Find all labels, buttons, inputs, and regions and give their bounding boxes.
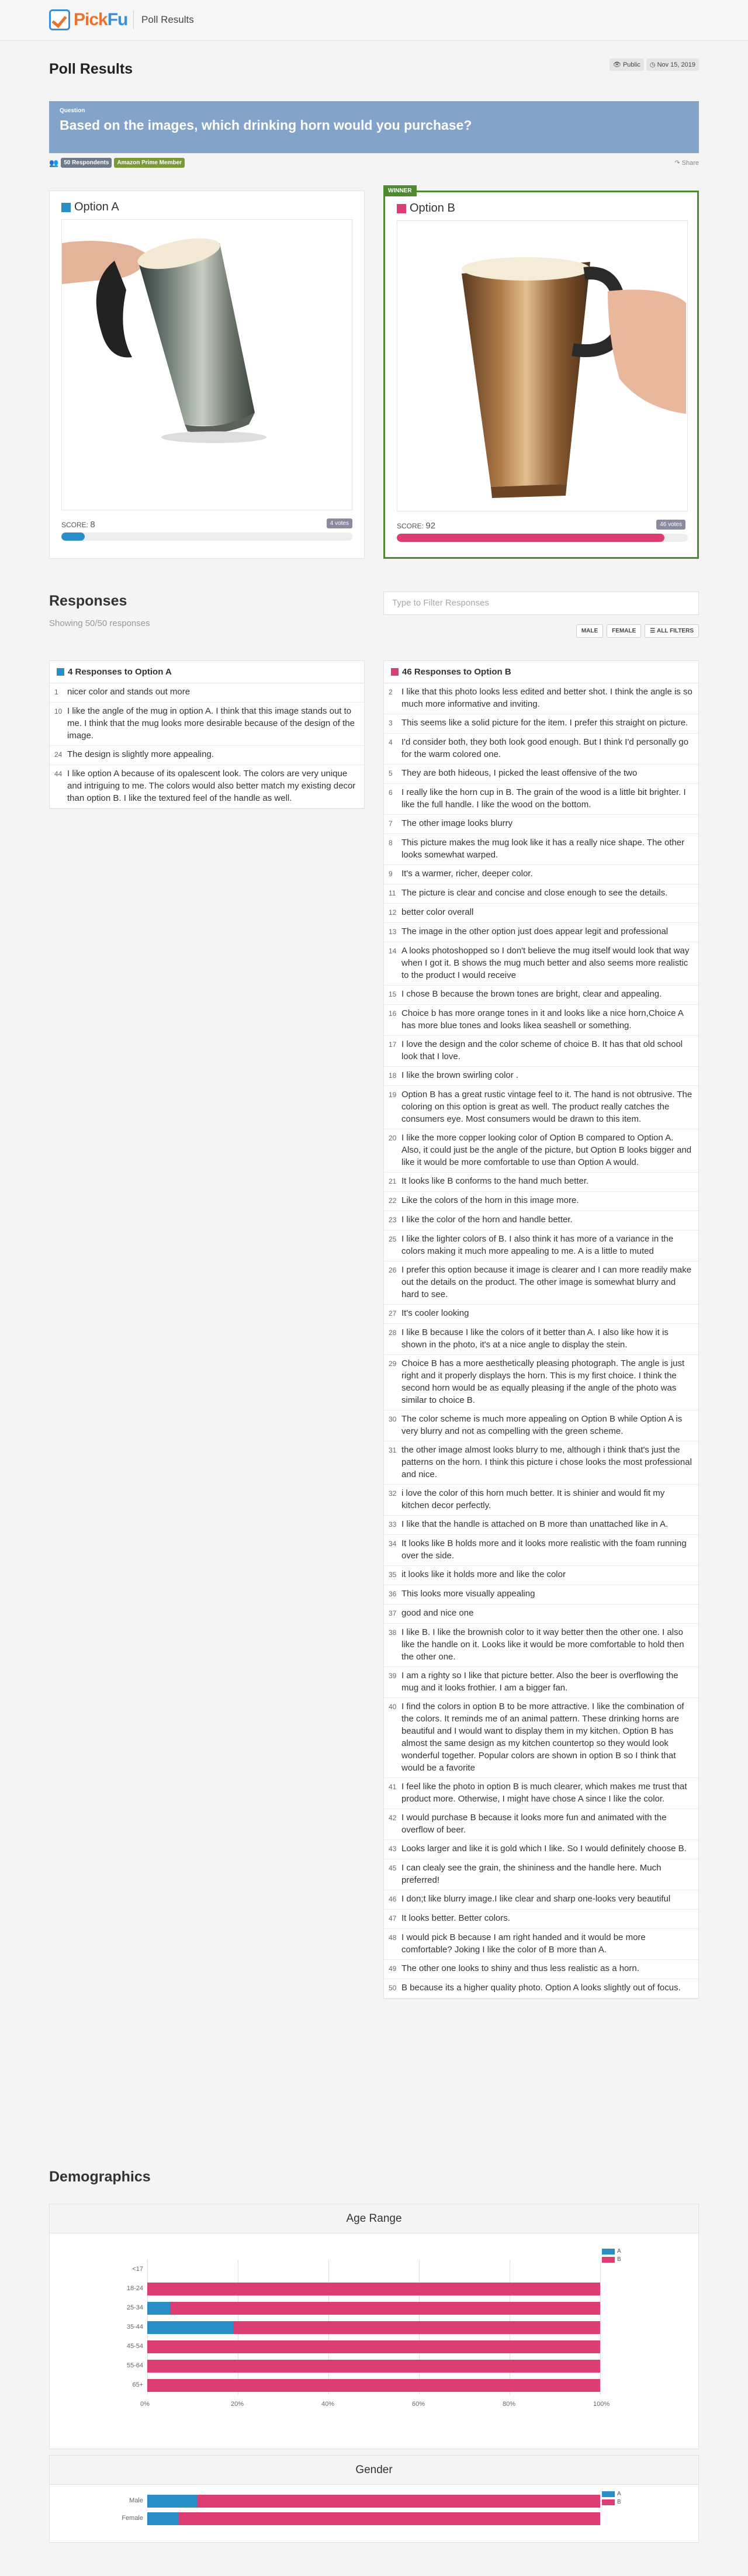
response-text: nicer color and stands out more bbox=[67, 687, 191, 697]
response-text: Like the colors of the horn in this image more. bbox=[401, 1195, 579, 1205]
option-b-card bbox=[383, 188, 699, 559]
response-text: This picture makes the mug look like it has a really nice shape. The other looks somewhat warped. bbox=[401, 838, 685, 860]
response-text: it looks like it holds more and like the color bbox=[401, 1569, 566, 1579]
response-item bbox=[384, 1840, 698, 1859]
people-icon: 👥 bbox=[49, 158, 59, 167]
response-text: I chose B because the brown tones are bright, clear and appealing. bbox=[401, 989, 662, 999]
response-number: 15 bbox=[389, 990, 397, 998]
response-item bbox=[384, 1261, 698, 1305]
response-number: 11 bbox=[389, 889, 396, 897]
legend-label: A bbox=[617, 2491, 621, 2497]
question-box bbox=[49, 101, 699, 153]
response-text: I like the brown swirling color . bbox=[401, 1070, 519, 1080]
filter-responses-input[interactable]: Type to Filter Responses bbox=[383, 592, 699, 615]
response-text: I like the angle of the mug in option A. I think that this image stands out to me. I think that the mug looks more desirable because of the design of the image. bbox=[67, 706, 355, 741]
x-tick-label: 0% bbox=[140, 2401, 150, 2408]
response-text: It's a warmer, richer, deeper color. bbox=[401, 869, 533, 879]
bar-a-3544[interactable] bbox=[147, 2321, 233, 2334]
legend-entry bbox=[602, 2256, 621, 2263]
option-b-responses-header: 46 Responses to Option B bbox=[384, 661, 698, 683]
response-text: I like the lighter colors of B. I also think it has more of a variance in the colors making it much more appealing to me. A is a little to muted bbox=[401, 1234, 674, 1256]
response-text: I really like the horn cup in B. The grain of the wood is a little bit brighter. I like the full handle. I like the wood on the bottom. bbox=[401, 787, 686, 810]
response-number: 10 bbox=[54, 707, 63, 715]
response-text: The other image looks blurry bbox=[401, 818, 513, 828]
category-label: Male bbox=[129, 2497, 143, 2504]
option-a-card bbox=[49, 191, 365, 559]
response-number: 38 bbox=[389, 1628, 397, 1637]
response-text: It looks like B conforms to the hand much better. bbox=[401, 1176, 589, 1186]
response-text: A looks photoshopped so I don't believe the mug itself would look that way when I got it. B shows the mug much better and also seems more realistic to the product I would receive bbox=[401, 946, 690, 980]
bar-a-female[interactable] bbox=[147, 2512, 179, 2525]
response-number: 14 bbox=[389, 947, 397, 955]
option-a-swatch-icon bbox=[57, 668, 64, 676]
horn-mug-b-illustration bbox=[397, 221, 686, 510]
response-text: I would purchase B because it looks more fun and animated with the overflow of beer. bbox=[401, 1813, 667, 1835]
response-number: 22 bbox=[389, 1197, 397, 1205]
response-number: 31 bbox=[389, 1446, 397, 1454]
response-item bbox=[384, 1960, 698, 1979]
x-tick-label: 60% bbox=[412, 2401, 425, 2408]
response-item bbox=[384, 1211, 698, 1230]
response-number: 21 bbox=[389, 1177, 397, 1185]
response-item bbox=[384, 1910, 698, 1929]
response-number: 29 bbox=[389, 1360, 397, 1368]
option-a-score-fill bbox=[61, 533, 85, 541]
bar-b-65[interactable] bbox=[147, 2379, 600, 2392]
page-title: Poll Results bbox=[49, 61, 133, 77]
logo-check-icon bbox=[49, 9, 70, 30]
response-number: 6 bbox=[389, 789, 393, 797]
response-number: 35 bbox=[389, 1571, 397, 1579]
x-tick-label: 100% bbox=[593, 2401, 610, 2408]
option-b-heading: Option B bbox=[397, 202, 455, 215]
response-text: good and nice one bbox=[401, 1608, 474, 1618]
bar-a-2534[interactable] bbox=[147, 2302, 170, 2315]
logo-text-fu: Fu bbox=[107, 10, 128, 29]
response-item bbox=[384, 1086, 698, 1129]
category-label: 35-44 bbox=[126, 2323, 143, 2330]
divider bbox=[133, 11, 134, 29]
response-item bbox=[384, 765, 698, 784]
response-item bbox=[384, 784, 698, 815]
option-a-heading: Option A bbox=[61, 200, 119, 214]
bar-b-2534[interactable] bbox=[170, 2302, 600, 2315]
response-item bbox=[384, 1979, 698, 1998]
response-text: The picture is clear and concise and close enough to see the details. bbox=[401, 888, 668, 898]
response-number: 3 bbox=[389, 719, 393, 727]
response-number: 1 bbox=[54, 688, 58, 696]
response-item bbox=[384, 1778, 698, 1809]
bar-b-female[interactable] bbox=[179, 2512, 600, 2525]
response-text: I feel like the photo in option B is much clearer, which makes me trust that product more. Otherwise, I might have chose A since I like the color. bbox=[401, 1782, 687, 1804]
response-text: I find the colors in option B to be more attractive. I like the combination of the colors. It reminds me of an animal pattern. These drinking horns are beautiful and I would want to display them in my kitchen. Option B has almost the same design as my kitchen countertop so they would look wonderful together. Popular colors are shown in option B so I think that would be a favorite bbox=[401, 1702, 684, 1773]
response-text: The image in the other option just does appear legit and professional bbox=[401, 926, 669, 936]
response-item bbox=[384, 923, 698, 942]
option-a-votes-badge: 4 votes bbox=[327, 518, 352, 528]
filter-buttons bbox=[576, 624, 699, 638]
bar-b-male[interactable] bbox=[197, 2495, 600, 2508]
response-number: 37 bbox=[389, 1609, 397, 1617]
pickfu-logo[interactable] bbox=[49, 9, 127, 30]
response-item bbox=[384, 1929, 698, 1960]
response-item bbox=[384, 1890, 698, 1910]
response-text: I'd consider both, they both look good enough. But I think I'd personally go for the warm colored one. bbox=[401, 737, 689, 759]
response-number: 4 bbox=[389, 738, 393, 746]
response-number: 50 bbox=[389, 1984, 397, 1992]
responses-title: Responses bbox=[49, 593, 127, 609]
response-text: I can clealy see the grain, the shininess and the handle here. Much preferred! bbox=[401, 1863, 662, 1885]
response-item bbox=[384, 1605, 698, 1624]
response-text: Choice B has a more aesthetically pleasing photograph. The angle is just right and it properly displays the horn. This is my first choice. I think the second horn would be as equally pleasing if the angle of the photo was similar to choice B. bbox=[401, 1358, 685, 1405]
chart-legend bbox=[602, 2491, 621, 2507]
option-b-score-bar bbox=[397, 534, 688, 542]
legend-swatch bbox=[602, 2249, 615, 2255]
response-number: 34 bbox=[389, 1540, 397, 1548]
response-item bbox=[384, 1809, 698, 1840]
date-badge: ◷ Nov 15, 2019 bbox=[646, 58, 699, 71]
response-number: 24 bbox=[54, 751, 63, 759]
response-text: Choice b has more orange tones in it and looks like a nice horn,Choice A has more blue tones and looks likea seashell or something. bbox=[401, 1008, 683, 1031]
option-b-responses bbox=[383, 661, 699, 1999]
response-text: It looks like B holds more and it looks more realistic with the foam running over the side. bbox=[401, 1538, 687, 1561]
category-label: 18-24 bbox=[126, 2284, 143, 2292]
option-a-image[interactable] bbox=[61, 219, 352, 510]
response-text: I like that this photo looks less edited and better shot. I think the angle is so much more informative and inviting. bbox=[401, 687, 692, 709]
option-a-score: SCORE: 8 bbox=[61, 520, 95, 530]
response-text: I like B because I like the colors of it better than A. I also like how it is shown in the photo, it's at a nice angle to display the stein. bbox=[401, 1327, 669, 1350]
category-label: 25-34 bbox=[126, 2304, 143, 2311]
top-bar-title: Poll Results bbox=[141, 14, 194, 25]
response-number: 40 bbox=[389, 1703, 397, 1711]
bar-a-male[interactable] bbox=[147, 2495, 197, 2508]
response-number: 7 bbox=[389, 820, 393, 828]
response-item bbox=[384, 734, 698, 765]
response-text: better color overall bbox=[401, 907, 474, 917]
question-text: Based on the images, which drinking horn would you purchase? bbox=[60, 117, 472, 133]
response-item bbox=[384, 1410, 698, 1441]
option-a-color-swatch bbox=[61, 203, 71, 212]
category-label: Female bbox=[122, 2515, 143, 2522]
response-number: 23 bbox=[389, 1216, 397, 1224]
response-text: I like the more copper looking color of Option B compared to Option A. Also, it could just be the angle of the picture, but Option B looks bigger and like it would be more comfortable to use than Option A would. bbox=[401, 1133, 692, 1167]
audience-tag[interactable]: Amazon Prime Member bbox=[114, 158, 185, 168]
response-item bbox=[384, 1355, 698, 1410]
response-text: It's cooler looking bbox=[401, 1308, 469, 1318]
response-item bbox=[384, 1566, 698, 1585]
response-item bbox=[50, 683, 364, 703]
response-text: B because its a higher quality photo. Option A looks slightly out of focus. bbox=[401, 1983, 681, 1993]
response-item bbox=[384, 884, 698, 904]
age-range-chart bbox=[49, 2204, 699, 2449]
response-item bbox=[384, 683, 698, 714]
visibility-badge: 👁 Public bbox=[610, 58, 644, 71]
response-item bbox=[384, 815, 698, 834]
share-link[interactable]: ↷ Share bbox=[674, 160, 699, 167]
response-item bbox=[384, 1485, 698, 1516]
response-number: 43 bbox=[389, 1845, 397, 1853]
response-number: 45 bbox=[389, 1864, 397, 1872]
option-a-score-bar bbox=[61, 533, 352, 541]
response-text: It looks better. Better colors. bbox=[401, 1913, 510, 1923]
question-label: Question bbox=[60, 108, 85, 114]
response-item bbox=[384, 1441, 698, 1485]
response-text: This seems like a solid picture for the item. I prefer this straight on picture. bbox=[401, 718, 688, 728]
response-item bbox=[384, 1192, 698, 1211]
response-number: 44 bbox=[54, 770, 63, 778]
responses-count: Showing 50/50 responses bbox=[49, 618, 150, 628]
response-item bbox=[384, 1698, 698, 1778]
legend-swatch bbox=[602, 2257, 615, 2263]
response-number: 47 bbox=[389, 1914, 397, 1923]
response-number: 20 bbox=[389, 1134, 397, 1142]
response-number: 36 bbox=[389, 1590, 397, 1598]
option-b-swatch-icon bbox=[391, 668, 399, 676]
legend-label: B bbox=[617, 2499, 621, 2505]
response-item bbox=[384, 1230, 698, 1261]
x-tick-label: 20% bbox=[231, 2401, 244, 2408]
response-number: 2 bbox=[389, 688, 393, 696]
x-tick-label: 80% bbox=[503, 2401, 516, 2408]
response-number: 48 bbox=[389, 1934, 397, 1942]
gender-chart bbox=[49, 2455, 699, 2543]
chart-legend bbox=[602, 2248, 621, 2264]
horn-mug-a-illustration bbox=[62, 220, 352, 510]
female-filter-button[interactable]: FEMALE bbox=[607, 624, 641, 638]
legend-entry bbox=[602, 2491, 621, 2497]
response-number: 32 bbox=[389, 1489, 397, 1498]
response-number: 12 bbox=[389, 908, 397, 917]
option-b-score-fill bbox=[397, 534, 664, 542]
gender-chart-title: Gender bbox=[50, 2456, 698, 2485]
option-b-color-swatch bbox=[397, 204, 406, 213]
response-item bbox=[384, 904, 698, 923]
response-text: The color scheme is much more appealing on Option B while Option A is very blurry and not as compelling with the green scheme. bbox=[401, 1414, 683, 1436]
response-number: 17 bbox=[389, 1040, 397, 1049]
response-item bbox=[384, 1036, 698, 1067]
legend-label: A bbox=[617, 2248, 621, 2255]
response-text: i love the color of this horn much better. It is shinier and would fit my kitchen decor perfectly. bbox=[401, 1488, 665, 1510]
response-item bbox=[384, 1324, 698, 1355]
demographics-title: Demographics bbox=[49, 2169, 151, 2185]
response-number: 16 bbox=[389, 1009, 397, 1018]
option-a-responses-header: 4 Responses to Option A bbox=[50, 661, 364, 683]
poll-meta bbox=[610, 58, 699, 71]
legend-label: B bbox=[617, 2256, 621, 2263]
response-text: The other one looks to shiny and thus less realistic as a horn. bbox=[401, 1963, 639, 1973]
option-a-responses bbox=[49, 661, 365, 809]
response-number: 30 bbox=[389, 1415, 397, 1423]
response-item bbox=[384, 986, 698, 1005]
response-number: 5 bbox=[389, 769, 393, 777]
response-number: 46 bbox=[389, 1895, 397, 1903]
response-item bbox=[384, 1624, 698, 1667]
bar-b-1824[interactable] bbox=[147, 2283, 600, 2295]
response-item bbox=[384, 1585, 698, 1605]
option-b-score: SCORE: 92 bbox=[397, 521, 436, 531]
response-text: I love the design and the color scheme of choice B. It has that old school look that I love. bbox=[401, 1039, 683, 1061]
audience-tags bbox=[49, 158, 185, 168]
bar-b-5564[interactable] bbox=[147, 2360, 600, 2373]
response-number: 27 bbox=[389, 1309, 397, 1318]
legend-entry bbox=[602, 2248, 621, 2255]
response-number: 19 bbox=[389, 1091, 397, 1099]
logo-text-pick: Pick bbox=[74, 10, 108, 29]
bar-b-4554[interactable] bbox=[147, 2340, 600, 2353]
response-item bbox=[384, 865, 698, 884]
response-number: 18 bbox=[389, 1071, 397, 1080]
category-label: 65+ bbox=[132, 2381, 143, 2388]
response-text: The design is slightly more appealing. bbox=[67, 749, 214, 759]
legend-entry bbox=[602, 2499, 621, 2505]
grid-line bbox=[600, 2260, 601, 2395]
legend-swatch bbox=[602, 2491, 615, 2497]
winner-badge: WINNER bbox=[383, 185, 417, 196]
respondents-tag[interactable]: 50 Respondents bbox=[61, 158, 112, 168]
response-text: I would pick B because I am right handed and it would be more comfortable? Joking I like the color of B more than A. bbox=[401, 1932, 646, 1955]
category-label: 45-54 bbox=[126, 2342, 143, 2350]
response-item bbox=[384, 1005, 698, 1036]
response-item bbox=[384, 1859, 698, 1890]
response-item bbox=[384, 1667, 698, 1698]
response-number: 9 bbox=[389, 870, 393, 878]
response-number: 8 bbox=[389, 839, 393, 847]
response-number: 25 bbox=[389, 1235, 397, 1243]
response-text: I like the color of the horn and handle better. bbox=[401, 1215, 573, 1225]
response-item bbox=[384, 1067, 698, 1086]
response-number: 49 bbox=[389, 1965, 397, 1973]
response-text: I prefer this option because it image is clearer and I can more readily make out the details on the product. The other image is somewhat blurry and hard to see. bbox=[401, 1265, 692, 1299]
category-label: <17 bbox=[132, 2265, 143, 2273]
x-tick-label: 40% bbox=[321, 2401, 335, 2408]
response-number: 33 bbox=[389, 1520, 397, 1529]
response-text: the other image almost looks blurry to me, although i think that's just the patterns on the horn. I think this picture i chose looks the most professional and nice. bbox=[401, 1445, 692, 1479]
legend-swatch bbox=[602, 2499, 615, 2505]
response-text: I am a righty so I like that picture better. Also the beer is overflowing the mug and it looks frothier. I am a bigger fan. bbox=[401, 1671, 678, 1693]
top-bar bbox=[0, 0, 748, 41]
response-number: 41 bbox=[389, 1783, 397, 1791]
age-range-chart-title: Age Range bbox=[50, 2204, 698, 2233]
response-item bbox=[384, 714, 698, 734]
response-item bbox=[384, 1305, 698, 1324]
response-item bbox=[384, 834, 698, 865]
response-text: I don;t like blurry image.I like clear and sharp one-looks very beautiful bbox=[401, 1894, 671, 1904]
male-filter-button[interactable]: MALE bbox=[576, 624, 603, 638]
response-text: They are both hideous, I picked the least offensive of the two bbox=[401, 768, 638, 778]
response-item bbox=[384, 1535, 698, 1566]
category-label: 55-64 bbox=[126, 2361, 143, 2369]
response-text: This looks more visually appealing bbox=[401, 1589, 535, 1599]
response-number: 13 bbox=[389, 928, 397, 936]
option-b-votes-badge: 46 votes bbox=[656, 520, 685, 530]
response-item bbox=[50, 765, 364, 808]
response-text: I like that the handle is attached on B more than unattached like in A. bbox=[401, 1519, 669, 1529]
response-number: 28 bbox=[389, 1329, 397, 1337]
all-filters-button[interactable]: ☰ ALL FILTERS bbox=[645, 624, 699, 638]
option-b-image[interactable] bbox=[397, 220, 688, 511]
response-number: 42 bbox=[389, 1814, 397, 1822]
response-item bbox=[384, 942, 698, 986]
bar-b-3544[interactable] bbox=[233, 2321, 600, 2334]
response-text: I like option A because of its opalescent look. The colors are very unique and intriguing to me. The colors would also better match my existing decor than option B. I like the textured feel of the handle as well. bbox=[67, 769, 356, 803]
response-number: 39 bbox=[389, 1672, 397, 1680]
response-item bbox=[384, 1173, 698, 1192]
response-item bbox=[50, 703, 364, 746]
response-number: 26 bbox=[389, 1266, 397, 1274]
response-item bbox=[384, 1129, 698, 1173]
response-item bbox=[50, 746, 364, 765]
response-text: I like B. I like the brownish color to it way better then the other one. I also like the handle on it. Looks like it would be more comfortable to hold then the other one. bbox=[401, 1627, 684, 1662]
response-item bbox=[384, 1516, 698, 1535]
response-text: Looks larger and like it is gold which I like. So I would definitely choose B. bbox=[401, 1844, 687, 1854]
response-text: Option B has a great rustic vintage feel to it. The hand is not obtrusive. The coloring on this option is great as well. The product really catches the consumers eye. Most consumers would be drawn to this item. bbox=[401, 1090, 692, 1124]
